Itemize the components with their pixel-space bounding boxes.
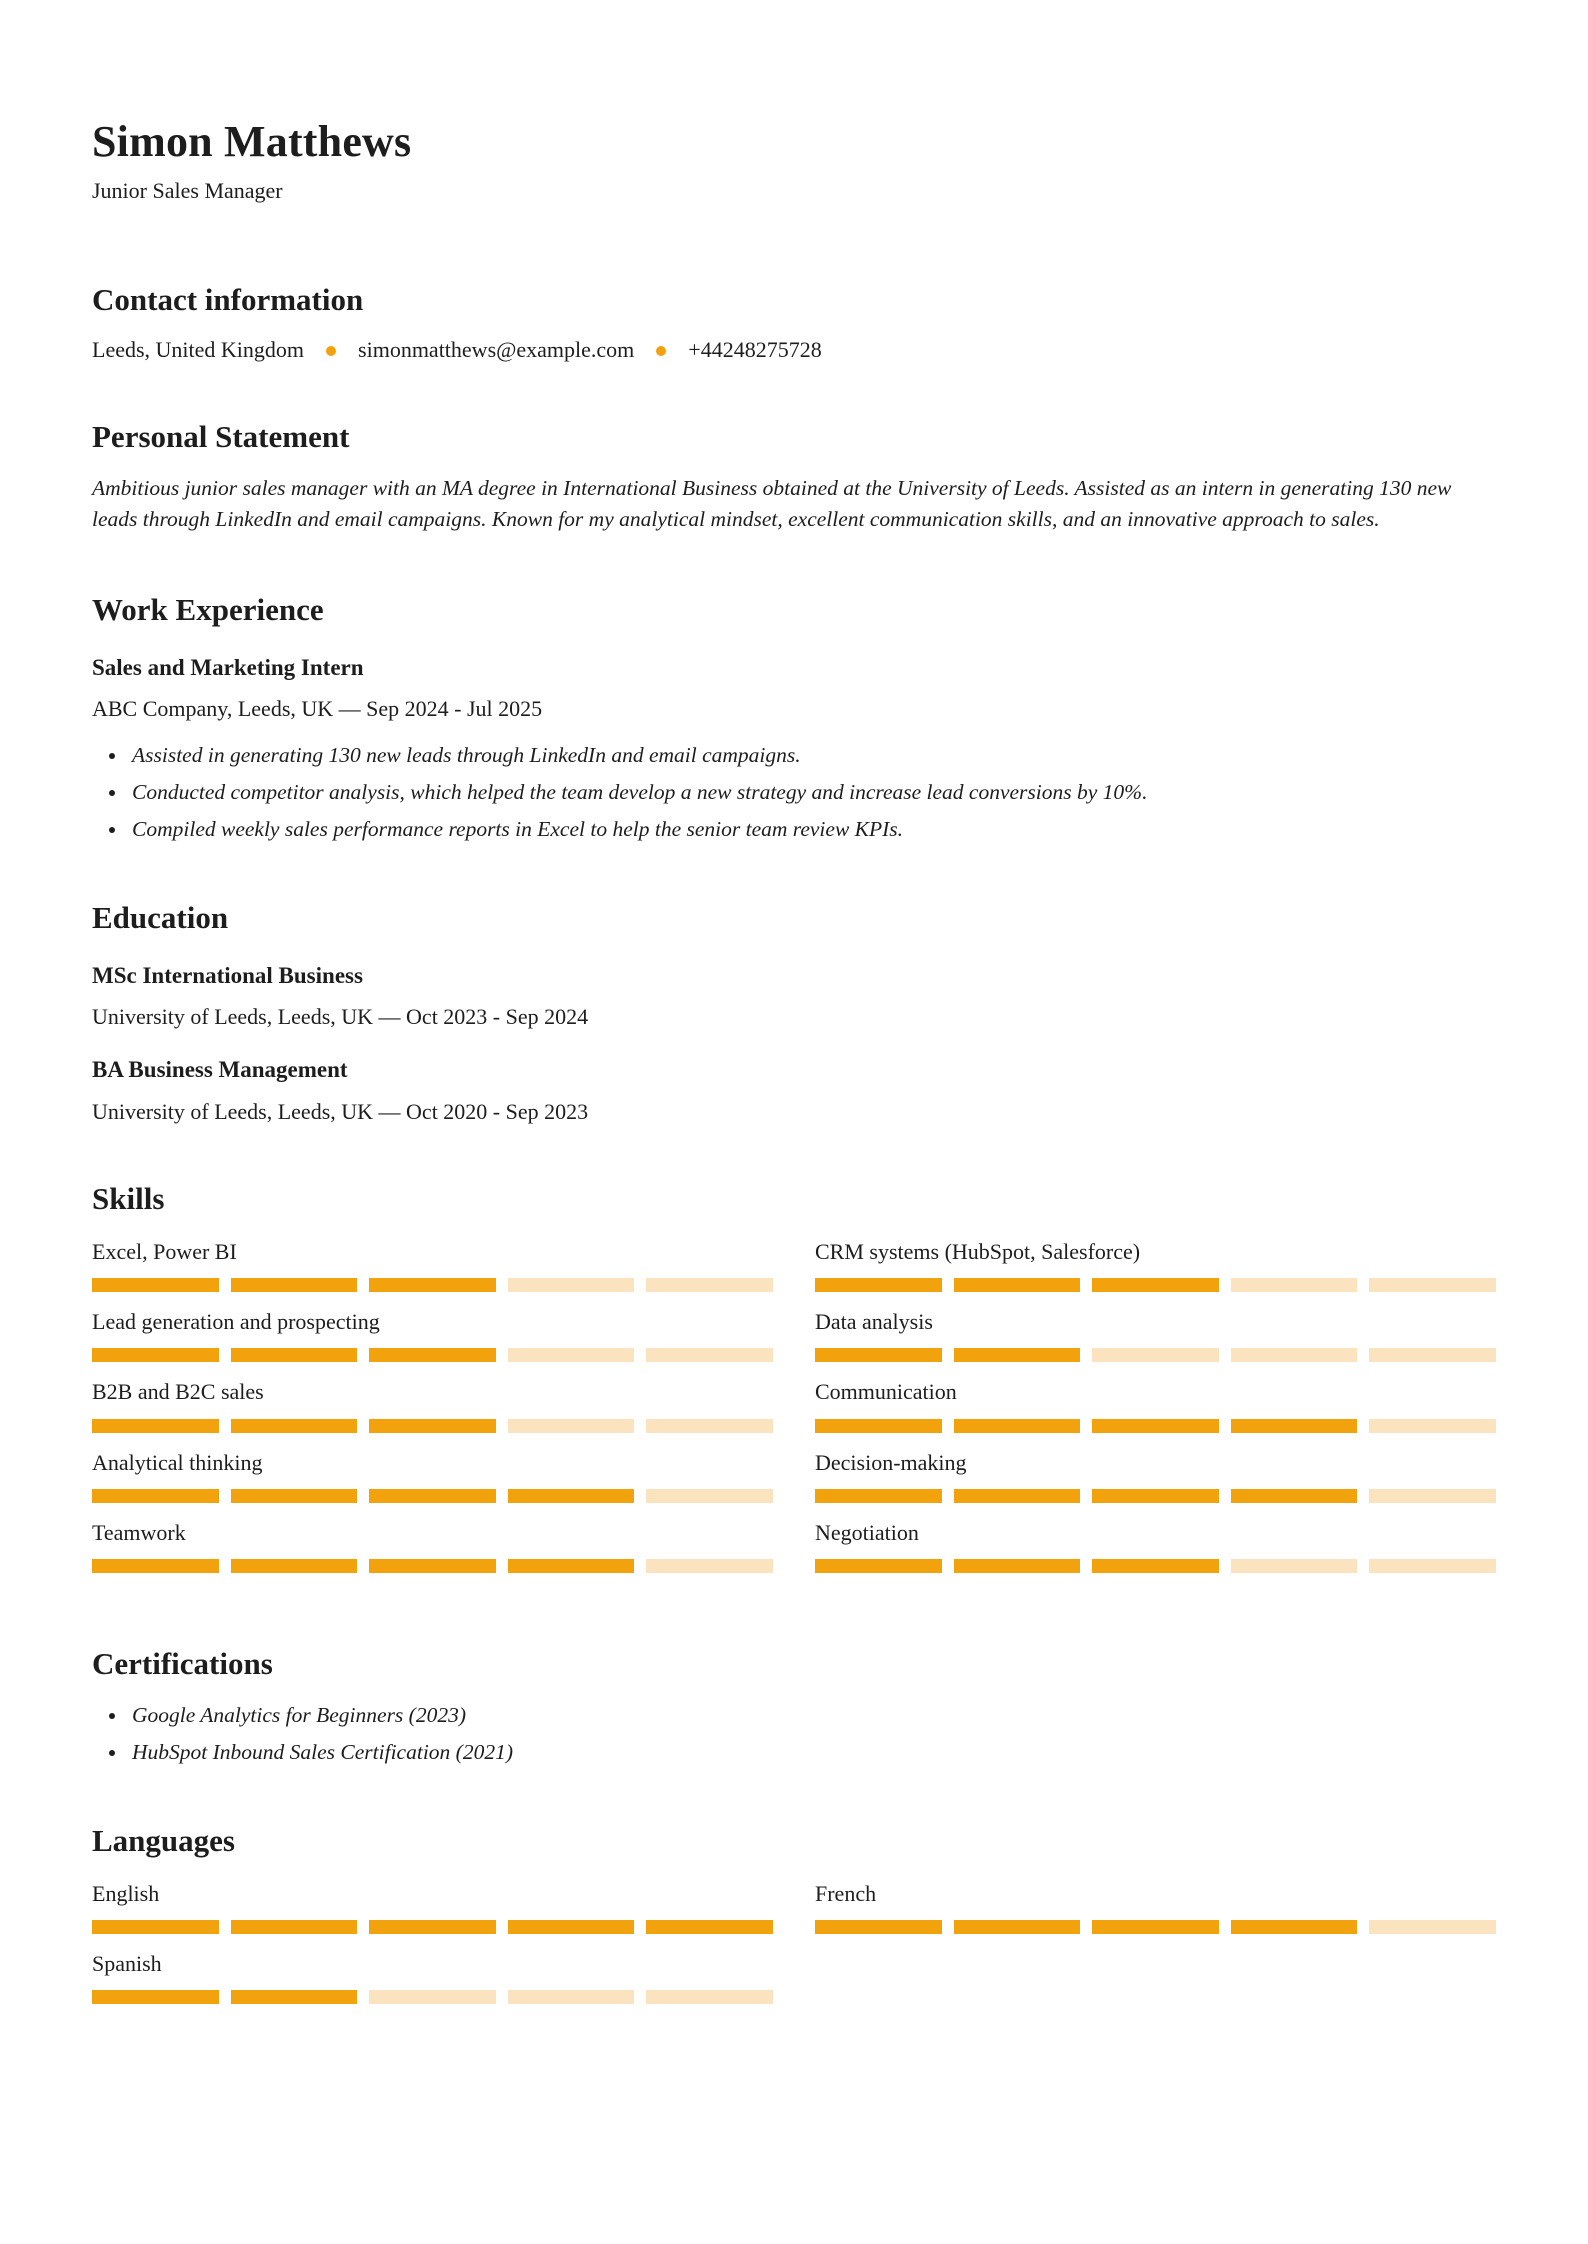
level-segment [954, 1489, 1081, 1503]
language-label: English [92, 1880, 160, 1906]
skill-label: Negotiation [815, 1520, 919, 1546]
level-segment [231, 1419, 358, 1433]
level-segment [1092, 1489, 1219, 1503]
contact-line [92, 337, 1496, 363]
skill-level-bar [815, 1278, 1496, 1292]
level-segment [1369, 1348, 1496, 1362]
section-work-experience [92, 592, 1496, 844]
language-label: French [815, 1880, 877, 1906]
skill-item [92, 1309, 773, 1362]
section-languages [92, 1823, 1496, 2021]
degree-meta: University of Leeds, Leeds, UK — Oct 2023 - Sep 2024 [92, 1004, 589, 1030]
level-segment [231, 1990, 358, 2004]
skill-level-bar [815, 1348, 1496, 1362]
job-bullet-list [92, 742, 1496, 844]
level-segment [646, 1559, 773, 1573]
skill-label: Excel, Power BI [92, 1238, 237, 1264]
level-segment [1092, 1920, 1219, 1934]
contact-phone: +44248275728 [688, 337, 822, 363]
level-segment [815, 1419, 942, 1433]
job-bullet: • Assisted in generating 130 new leads through LinkedIn and email campaigns. [128, 742, 1496, 770]
level-segment [508, 1559, 635, 1573]
level-segment [231, 1348, 358, 1362]
resume-header [92, 118, 1496, 204]
job-bullet: • Compiled weekly sales performance reports in Excel to help the senior team review KPIs. [128, 816, 1496, 844]
level-segment [92, 1920, 219, 1934]
level-segment [1231, 1278, 1358, 1292]
skills-heading: Skills [92, 1180, 165, 1216]
language-item [92, 1951, 773, 2004]
skill-level-bar [92, 1559, 773, 1573]
certification-list [92, 1702, 1496, 1767]
level-segment [646, 1278, 773, 1292]
level-segment [1231, 1489, 1358, 1503]
skill-label: Data analysis [815, 1308, 933, 1334]
separator-dot-icon [656, 346, 666, 356]
level-segment [508, 1419, 635, 1433]
job-meta: ABC Company, Leeds, UK — Sep 2024 - Jul 2025 [92, 696, 543, 722]
level-segment [1369, 1559, 1496, 1573]
level-segment [815, 1559, 942, 1573]
skill-level-bar [92, 1278, 773, 1292]
level-segment [1231, 1920, 1358, 1934]
level-segment [646, 1419, 773, 1433]
skill-label: Communication [815, 1379, 957, 1405]
candidate-job-title: Junior Sales Manager [92, 177, 283, 203]
degree-title: MSc International Business [92, 962, 363, 988]
skill-level-bar [815, 1559, 1496, 1573]
level-segment [231, 1559, 358, 1573]
skill-label: Decision-making [815, 1449, 967, 1475]
skill-label: B2B and B2C sales [92, 1379, 264, 1405]
skill-item [92, 1239, 773, 1292]
level-segment [508, 1278, 635, 1292]
personal-statement-text: Ambitious junior sales manager with an MA degree in International Business obtained at the University of Leeds. Assisted as an intern in generating 130 new leads through LinkedIn and email campaigns. Known for my analytical mindset, excellent communication skills, and an innovative approach to sales. [92, 475, 1452, 532]
section-personal-statement [92, 419, 1496, 536]
personal-statement-heading: Personal Statement [92, 419, 350, 455]
skill-level-bar [92, 1489, 773, 1503]
skill-item [92, 1450, 773, 1503]
language-item [815, 1881, 1496, 1934]
skill-item [815, 1239, 1496, 1292]
skill-label: Analytical thinking [92, 1449, 263, 1475]
skill-level-bar [815, 1489, 1496, 1503]
contact-heading: Contact information [92, 281, 364, 317]
skill-level-bar [815, 1419, 1496, 1433]
section-contact [92, 282, 1496, 364]
level-segment [92, 1278, 219, 1292]
skill-item [815, 1379, 1496, 1432]
skill-level-bar [92, 1348, 773, 1362]
level-segment [1369, 1419, 1496, 1433]
level-segment [369, 1920, 496, 1934]
level-segment [369, 1419, 496, 1433]
skill-label: CRM systems (HubSpot, Salesforce) [815, 1238, 1141, 1264]
contact-email: simonmatthews@example.com [358, 337, 635, 363]
level-segment [508, 1920, 635, 1934]
level-segment [92, 1348, 219, 1362]
level-segment [1369, 1920, 1496, 1934]
skills-grid [92, 1239, 1496, 1591]
level-segment [369, 1990, 496, 2004]
level-segment [231, 1278, 358, 1292]
level-segment [954, 1419, 1081, 1433]
level-segment [92, 1990, 219, 2004]
degree-meta: University of Leeds, Leeds, UK — Oct 2020 - Sep 2023 [92, 1098, 589, 1124]
level-segment [369, 1489, 496, 1503]
level-segment [646, 1920, 773, 1934]
level-segment [1092, 1559, 1219, 1573]
level-segment [954, 1559, 1081, 1573]
level-segment [1231, 1348, 1358, 1362]
separator-dot-icon [326, 346, 336, 356]
level-segment [92, 1489, 219, 1503]
skill-label: Lead generation and prospecting [92, 1308, 380, 1334]
level-segment [646, 1348, 773, 1362]
level-segment [815, 1489, 942, 1503]
skill-item [815, 1520, 1496, 1573]
level-segment [1231, 1419, 1358, 1433]
contact-location: Leeds, United Kingdom [92, 337, 305, 363]
candidate-name: Simon Matthews [92, 117, 412, 166]
level-segment [1092, 1419, 1219, 1433]
level-segment [369, 1278, 496, 1292]
skill-item [815, 1309, 1496, 1362]
level-segment [92, 1559, 219, 1573]
skill-item [92, 1520, 773, 1573]
certification-item: • Google Analytics for Beginners (2023) [128, 1702, 1496, 1730]
level-segment [231, 1920, 358, 1934]
level-segment [508, 1990, 635, 2004]
work-experience-heading: Work Experience [92, 591, 324, 627]
level-segment [508, 1348, 635, 1362]
level-segment [1092, 1278, 1219, 1292]
skill-item [92, 1379, 773, 1432]
level-segment [954, 1920, 1081, 1934]
certifications-heading: Certifications [92, 1646, 273, 1682]
skill-level-bar [92, 1419, 773, 1433]
language-item [92, 1881, 773, 1934]
languages-grid [92, 1881, 1496, 2022]
level-segment [646, 1990, 773, 2004]
job-title: Sales and Marketing Intern [92, 654, 364, 680]
level-segment [815, 1348, 942, 1362]
section-skills [92, 1181, 1496, 1591]
level-segment [508, 1489, 635, 1503]
languages-heading: Languages [92, 1822, 235, 1858]
level-segment [369, 1559, 496, 1573]
certification-item: • HubSpot Inbound Sales Certification (2021) [128, 1739, 1496, 1767]
level-segment [646, 1489, 773, 1503]
level-segment [1231, 1559, 1358, 1573]
level-segment [231, 1489, 358, 1503]
skill-item [815, 1450, 1496, 1503]
section-education [92, 900, 1496, 1125]
job-bullet: • Conducted competitor analysis, which helped the team develop a new strategy and increase lead conversions by 10%. [128, 779, 1496, 807]
level-segment [369, 1348, 496, 1362]
language-level-bar [92, 1920, 773, 1934]
language-label: Spanish [92, 1951, 162, 1976]
education-heading: Education [92, 900, 229, 936]
language-level-bar [815, 1920, 1496, 1934]
level-segment [954, 1278, 1081, 1292]
level-segment [1369, 1278, 1496, 1292]
level-segment [954, 1348, 1081, 1362]
level-segment [92, 1419, 219, 1433]
level-segment [815, 1920, 942, 1934]
level-segment [1369, 1489, 1496, 1503]
level-segment [815, 1278, 942, 1292]
degree-title: BA Business Management [92, 1057, 348, 1083]
skill-label: Teamwork [92, 1520, 186, 1546]
section-certifications [92, 1646, 1496, 1767]
level-segment [1092, 1348, 1219, 1362]
language-level-bar [92, 1990, 773, 2004]
